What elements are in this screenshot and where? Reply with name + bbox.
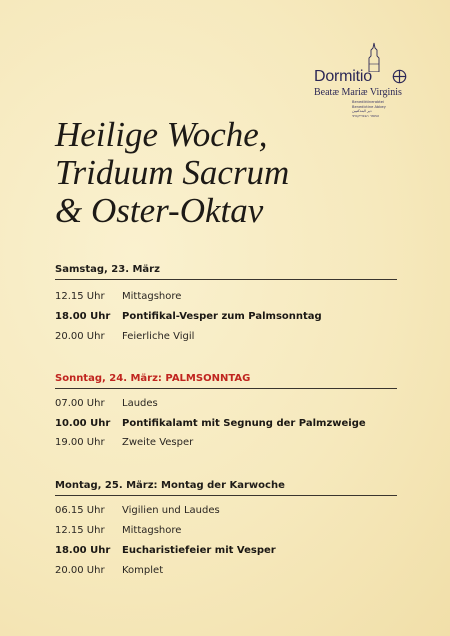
title-line: & Oster-Oktav bbox=[55, 191, 264, 230]
day-heading-saturday: Samstag, 23. März bbox=[55, 264, 397, 280]
entry-time: 12.15 Uhr bbox=[55, 291, 105, 302]
logo-subtitle: Beatæ Mariæ Virginis bbox=[314, 87, 402, 98]
entry-event: Laudes bbox=[122, 398, 158, 409]
entry-event: Zweite Vesper bbox=[122, 437, 194, 448]
entry-time: 20.00 Uhr bbox=[55, 331, 105, 342]
entry-time: 20.00 Uhr bbox=[55, 565, 105, 576]
entry-time: 10.00 Uhr bbox=[55, 418, 111, 429]
entry-time: 18.00 Uhr bbox=[55, 311, 111, 322]
title-line: Triduum Sacrum bbox=[55, 153, 290, 192]
entry-time: 12.15 Uhr bbox=[55, 525, 105, 536]
entry-event: Feierliche Vigil bbox=[122, 331, 195, 342]
entry-event: Mittagshore bbox=[122, 291, 182, 302]
page-title bbox=[55, 116, 289, 230]
entry-event: Pontifikal-Vesper zum Palmsonntag bbox=[122, 311, 322, 322]
logo-fine-line: دير البندكتيين bbox=[352, 109, 372, 113]
logo-fine-line: Benedictine Abbey bbox=[352, 104, 386, 109]
title-line: Heilige Woche, bbox=[55, 115, 268, 154]
entry-time: 07.00 Uhr bbox=[55, 398, 105, 409]
logo-fine-line: Benediktinerabtei bbox=[352, 100, 385, 104]
entry-event: Eucharistiefeier mit Vesper bbox=[122, 545, 276, 556]
day-heading-monday: Montag, 25. März: Montag der Karwoche bbox=[55, 480, 397, 496]
entry-time: 18.00 Uhr bbox=[55, 545, 111, 556]
entry-event: Vigilien und Laudes bbox=[122, 505, 220, 516]
day-heading-sunday: Sonntag, 24. März: PALMSONNTAG bbox=[55, 373, 397, 389]
logo-fine-line: המנזר הבנדיקטיני bbox=[352, 113, 380, 118]
entry-event: Mittagshore bbox=[122, 525, 182, 536]
entry-event: Komplet bbox=[122, 565, 164, 576]
entry-event: Pontifikalamt mit Segnung der Palmzweige bbox=[122, 418, 366, 429]
abbey-logo bbox=[312, 42, 422, 122]
cross-icon bbox=[392, 69, 407, 84]
entry-time: 06.15 Uhr bbox=[55, 505, 105, 516]
logo-wordmark: Dormitio bbox=[314, 68, 372, 85]
entry-time: 19.00 Uhr bbox=[55, 437, 105, 448]
